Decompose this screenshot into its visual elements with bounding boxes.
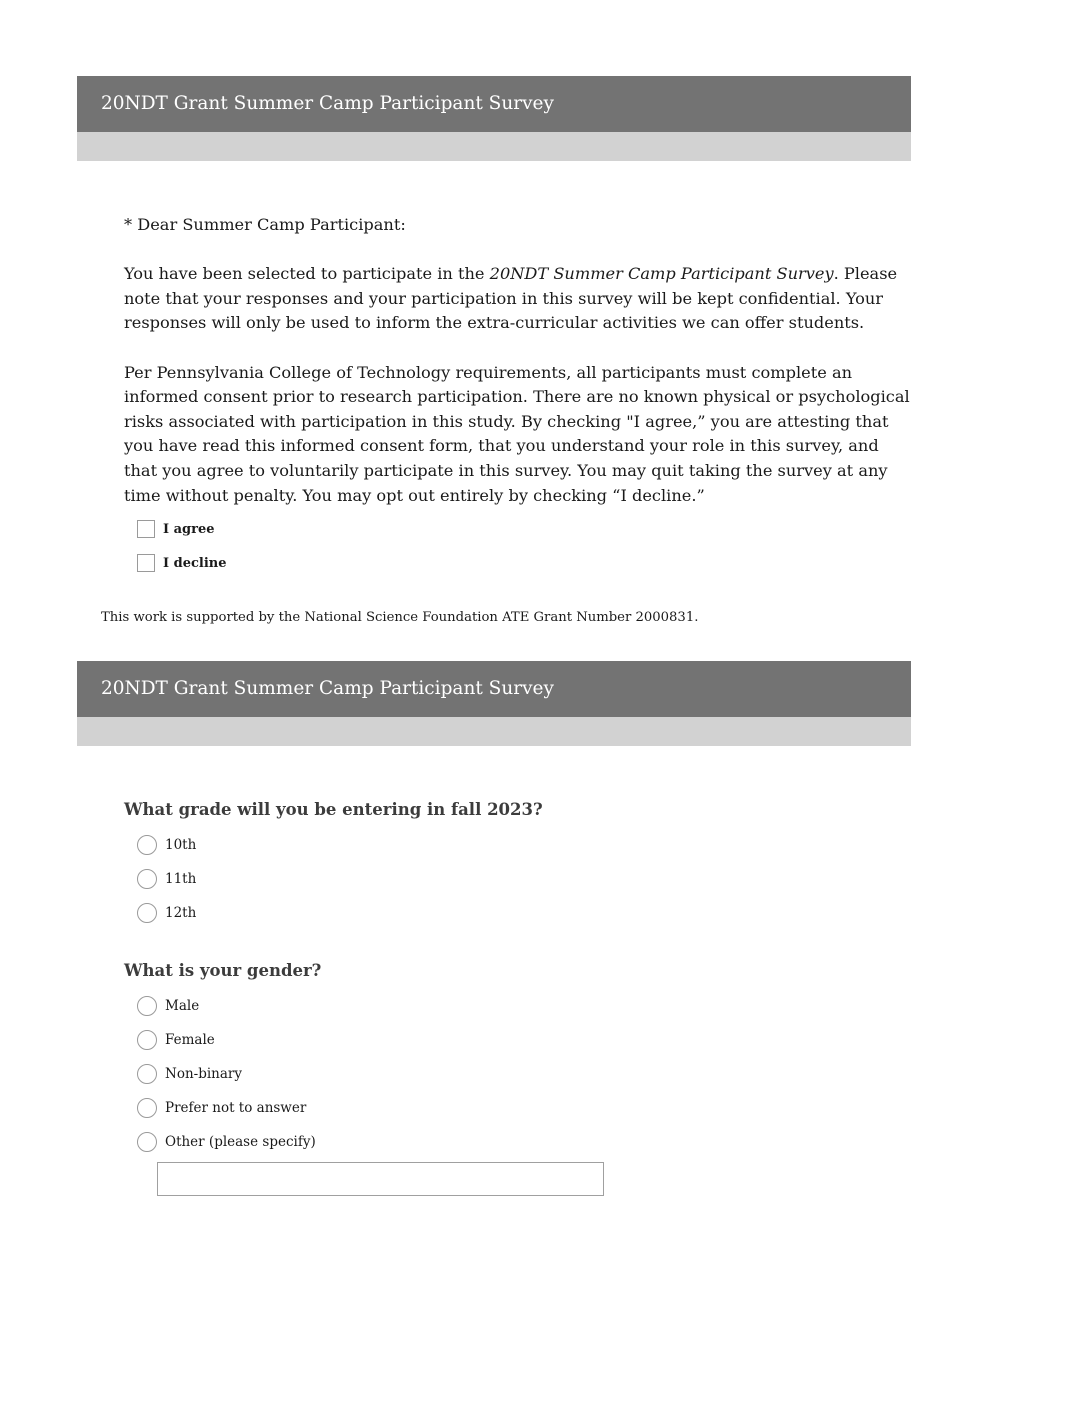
option-label[interactable]: 11th [165, 871, 197, 887]
question-grade-title: What grade will you be entering in fall 2023? [124, 800, 543, 819]
greeting: * Dear Summer Camp Participant: [124, 215, 406, 234]
decline-label[interactable]: I decline [163, 555, 227, 571]
gender-option-male[interactable] [137, 989, 316, 1023]
consent-intro [124, 213, 914, 508]
agree-label[interactable]: I agree [163, 521, 215, 537]
radio-button[interactable] [137, 1098, 157, 1118]
survey-title: 20NDT Grant Summer Camp Participant Survey [77, 661, 911, 717]
intro-paragraph-1 [124, 262, 914, 336]
gender-option-other[interactable] [137, 1125, 316, 1159]
intro-paragraph-2: Per Pennsylvania College of Technology requirements, all participants must complete an informed consent prior to research participation. There are no known physical or psychological risks associated with participation in this study. By checking "I agree,” you are attesting that you have read this informed consent form, that you understand your role in this survey, and that you agree to voluntarily participate in this survey. You may quit taking the survey at any time without penalty. You may opt out entirely by checking “I decline.” [124, 362, 910, 505]
option-label[interactable]: Male [165, 998, 200, 1014]
survey-header-page-2 [77, 661, 911, 746]
radio-button[interactable] [137, 1132, 157, 1152]
grade-option-10th[interactable] [137, 828, 196, 862]
option-label[interactable]: 10th [165, 837, 197, 853]
radio-button[interactable] [137, 1064, 157, 1084]
option-label[interactable]: Prefer not to answer [165, 1100, 307, 1116]
option-label[interactable]: Other (please specify) [165, 1134, 316, 1150]
radio-button[interactable] [137, 835, 157, 855]
question-grade-options [137, 828, 196, 930]
gender-option-prefer-not[interactable] [137, 1091, 316, 1125]
option-label[interactable]: Female [165, 1032, 215, 1048]
grade-option-12th[interactable] [137, 896, 196, 930]
option-label[interactable]: Non-binary [165, 1066, 242, 1082]
survey-header-subbar [77, 717, 911, 746]
radio-button[interactable] [137, 903, 157, 923]
gender-option-female[interactable] [137, 1023, 316, 1057]
consent-option-agree[interactable] [137, 512, 226, 546]
question-gender-title: What is your gender? [124, 961, 322, 980]
intro-paragraph-1-after: . Please note that your responses and your participation in this survey will be kept confidential. Your responses will only be used to inform the extra-curricular activities we can offer students. [124, 264, 898, 333]
agree-checkbox[interactable] [137, 520, 155, 538]
grade-option-11th[interactable] [137, 862, 196, 896]
consent-options [137, 512, 226, 580]
consent-option-decline[interactable] [137, 546, 226, 580]
option-label[interactable]: 12th [165, 905, 197, 921]
survey-header-page-1 [77, 76, 911, 161]
survey-header-subbar [77, 132, 911, 161]
funding-note: This work is supported by the National Science Foundation ATE Grant Number 2000831. [101, 610, 699, 625]
radio-button[interactable] [137, 996, 157, 1016]
decline-checkbox[interactable] [137, 554, 155, 572]
radio-button[interactable] [137, 1030, 157, 1050]
question-gender-options [137, 989, 316, 1159]
radio-button[interactable] [137, 869, 157, 889]
survey-title: 20NDT Grant Summer Camp Participant Survey [77, 76, 911, 132]
survey-name-emphasis: 20NDT Summer Camp Participant Survey [489, 264, 834, 284]
gender-option-non-binary[interactable] [137, 1057, 316, 1091]
gender-other-specify-input[interactable] [157, 1162, 604, 1196]
intro-paragraph-1-before: You have been selected to participate in the [124, 264, 490, 284]
